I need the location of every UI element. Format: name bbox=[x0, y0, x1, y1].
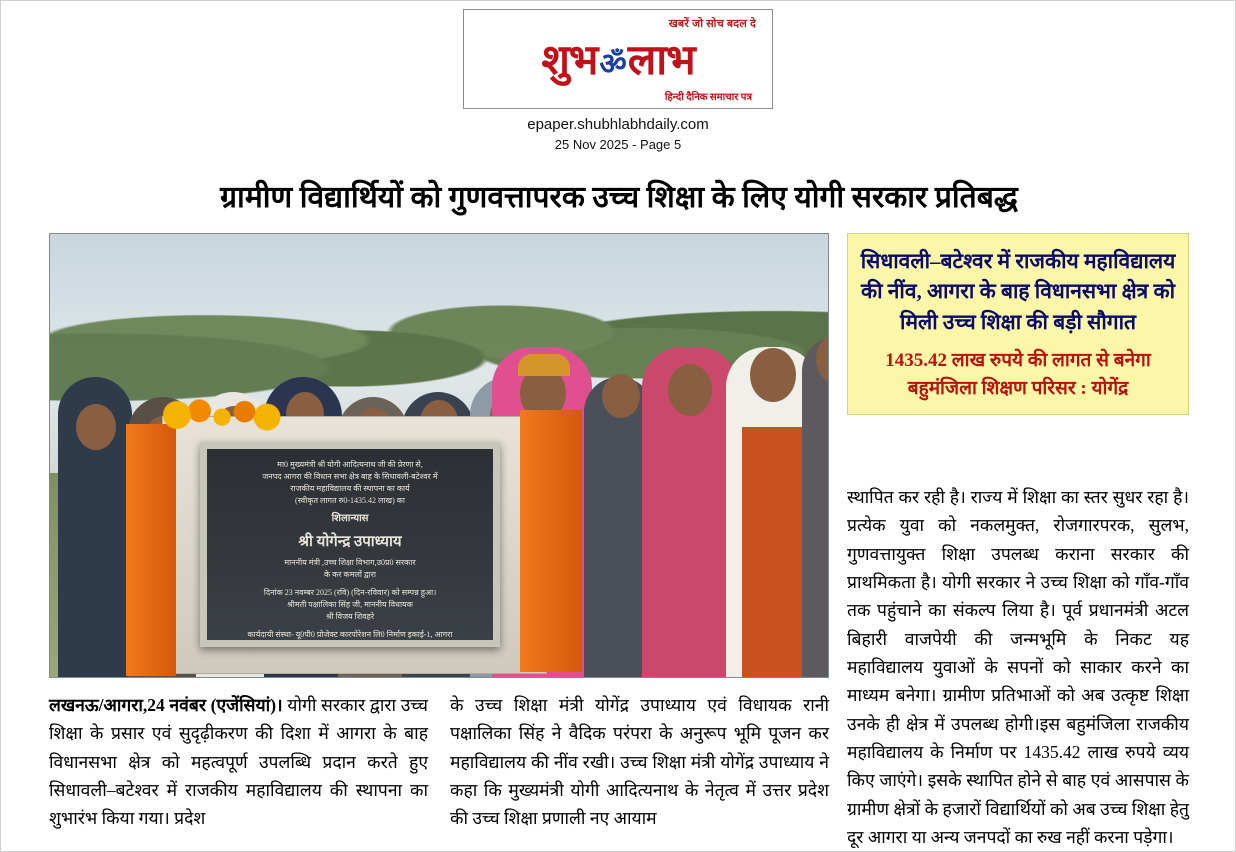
person-head bbox=[602, 374, 640, 418]
plaque-title: शिलान्यास bbox=[331, 513, 369, 524]
article-body-column-2: के उच्च शिक्षा मंत्री योगेंद्र उपाध्याय एवं विधायक रानी पक्षालिका सिंह ने वैदिक परंपरा के अनुरूप भूमि पूजन कर महाविद्यालय की नींव रखी। उच्च शिक्षा मंत्री योगेंद्र उपाध्याय ने कहा कि मुख्यमंत्री योगी आदित्यनाथ के नेतृत्व में उत्तर प्रदेश की उच्च शिक्षा प्रणाली नए आयाम bbox=[450, 695, 829, 829]
article-body-bottom bbox=[49, 691, 829, 833]
plaque-designation: माननीय मंत्री ,उच्च शिक्षा विभाग,उ0प्र0 सरकार bbox=[284, 557, 416, 567]
orange-drape-right bbox=[520, 410, 582, 672]
masthead-title bbox=[541, 40, 694, 85]
plaque-guest-2: श्री विजय शिवहरे bbox=[325, 611, 375, 621]
plaque-line-2: जनपद आगरा की विधान सभा क्षेत्र बाह के सिधावली-बटेश्वर में bbox=[262, 472, 438, 481]
article-body-text-1: योगी सरकार द्वारा उच्च शिक्षा के प्रसार एवं सुदृढ़ीकरण की दिशा में आगरा के बाह विधानसभा क्षेत्र को महत्वपूर्ण उपलब्धि प्रदान करते हुए सिधावली–बटेश्वर में राजकीय महाविद्यालय की स्थापना का शुभारंभ किया गया। प्रदेश bbox=[49, 695, 428, 829]
article-headline: ग्रामीण विद्यार्थियों को गुणवत्तापरक उच्च शिक्षा के लिए योगी सरकार प्रतिबद्ध bbox=[220, 181, 1018, 214]
turban-icon bbox=[518, 354, 570, 376]
highlight-text-secondary: 1435.42 लाख रुपये की लागत से बनेगा बहुमंजिला शिक्षण परिसर : योगेंद्र bbox=[885, 350, 1151, 399]
masthead-title-left: शुभ bbox=[541, 38, 598, 85]
orange-drape-left bbox=[126, 424, 176, 676]
plaque-line-3: राजकीय महाविद्यालय की स्थापना का कार्य bbox=[290, 484, 410, 493]
article-body-column-1 bbox=[49, 691, 428, 833]
plaque-line-1: मा0 मुख्यमंत्री श्री योगी आदित्यनाथ जी की प्रेरणा से, bbox=[277, 460, 423, 469]
plaque-footer: कार्यदायी संस्था- यू0पी0 प्रोजेक्ट कारपोरेशन लि0 निर्माण इकाई-1, आगरा bbox=[247, 629, 453, 639]
orange-vest bbox=[742, 427, 802, 677]
highlight-box bbox=[847, 233, 1189, 415]
highlight-text-primary: सिधावली–बटेश्वर में राजकीय महाविद्यालय की नींव, आगरा के बाह विधानसभा क्षेत्र को मिली उच्च शिक्षा की बड़ी सौगात bbox=[860, 249, 1176, 334]
person-head bbox=[750, 348, 796, 402]
person-head bbox=[668, 364, 712, 416]
epaper-url: epaper.shubhlabhdaily.com bbox=[527, 116, 709, 133]
plaque-byline: के कर कमलों द्वारा bbox=[324, 569, 376, 579]
person-head bbox=[76, 404, 116, 450]
masthead bbox=[1, 9, 1235, 152]
plaque-name: श्री योगेन्द्र उपाध्याय bbox=[298, 534, 402, 550]
article-body-right-column: स्थापित कर रही है। राज्य में शिक्षा का स्तर सुधर रहा है। प्रत्येक युवा को नकलमुक्त, रोजगारपरक, सुलभ, गुणवत्तायुक्त शिक्षा उपलब्ध कराना सरकार की प्राथमिकता है। योगी सरकार ने उच्च शिक्षा को गाँव-गाँव तक पहुंचाने का संकल्प लिया है। पूर्व प्रधानमंत्री अटल बिहारी वाजपेयी की जन्मभूमि के निकट यह महाविद्यालय युवाओं के सपनों को साकार करने का माध्यम बनेगा। ग्रामीण प्रतिभाओं को अब उत्कृष्ट शिक्षा उनके ही क्षेत्र में उपलब्ध होगी।इस बहुमंजिला राजकीय महाविद्यालय के निर्माण पर 1435.42 लाख रुपये व्यय किए जाएंगे। इसके स्थापित होने से बाह एवं आसपास के ग्रामीण क्षेत्रों के हजारों विद्यार्थियों को अब उच्च शिक्षा हेतु दूर आगरा या अन्य जनपदों का रुख नहीं करना पड़ेगा। bbox=[847, 487, 1189, 848]
article-dateline: लखनऊ/आगरा,24 नवंबर (एजेंसियां)। bbox=[49, 695, 283, 715]
masthead-subtitle: हिन्दी दैनिक समाचार पत्र bbox=[664, 92, 752, 103]
article-photo bbox=[49, 233, 829, 678]
person bbox=[802, 337, 829, 677]
plaque-line-4: (स्वीकृत लागत रु0-1435.42 लाख) का bbox=[295, 496, 405, 505]
masthead-title-right: लाभ bbox=[627, 38, 695, 85]
masthead-tagline: खबरें जो सोच बदल दे bbox=[668, 18, 756, 30]
plaque-date: दिनांक 23 नवम्बर 2025 (रवि) (दिन-रविवार) को सम्पन्न हुआ। bbox=[263, 587, 437, 597]
masthead-logo-box bbox=[463, 9, 773, 109]
plaque-guest-1: श्रीमती पक्षालिका सिंह जी, माननीय विधायक bbox=[287, 599, 413, 609]
edition-date-page: 25 Nov 2025 - Page 5 bbox=[554, 137, 682, 152]
om-icon: ॐ bbox=[599, 47, 626, 81]
foundation-stone-plaque bbox=[200, 442, 500, 647]
marigold-garland bbox=[162, 394, 287, 436]
